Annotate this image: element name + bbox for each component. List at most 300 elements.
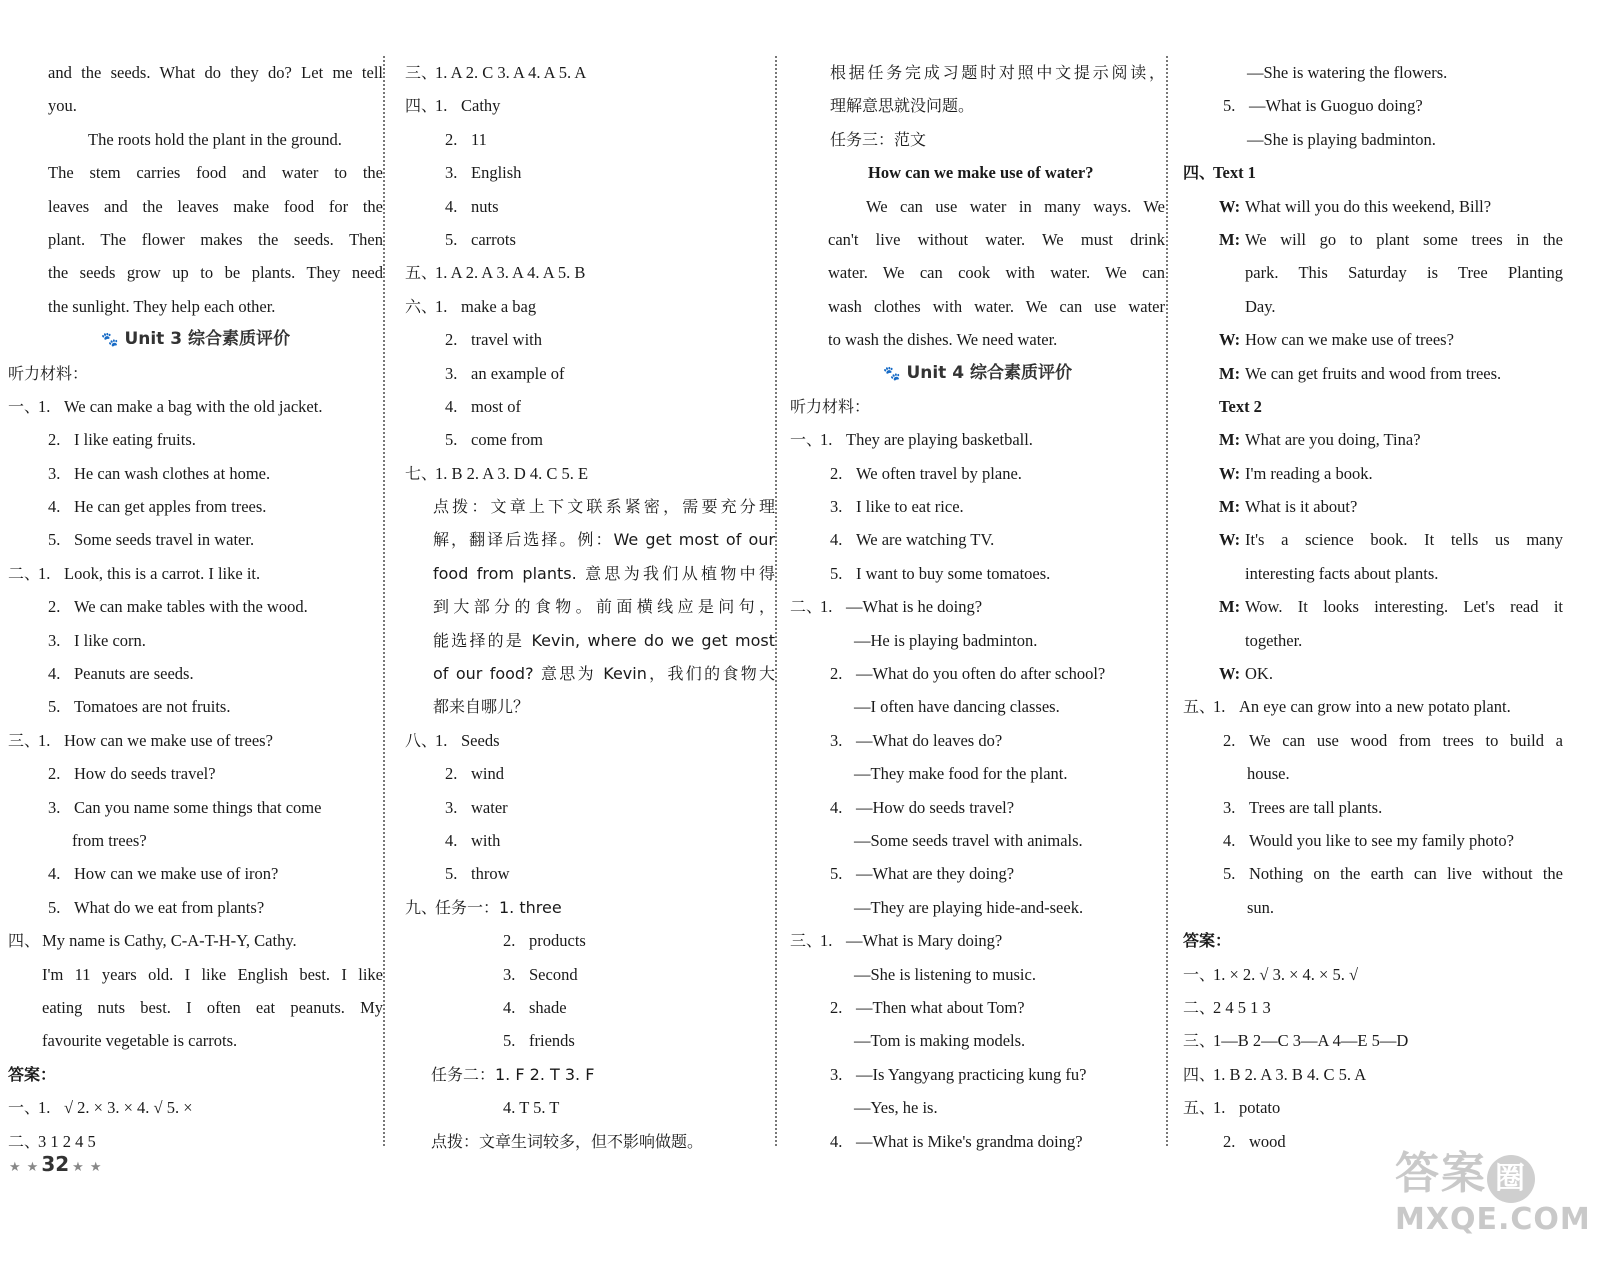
line-text: English <box>471 163 522 183</box>
line-text: 1. B 2. A 3. B 4. C 5. A <box>1213 1064 1367 1084</box>
line-text: The stem carries food and water to the <box>48 163 383 183</box>
line-text: potato <box>1239 1098 1281 1118</box>
item-number: 3. <box>830 1064 843 1084</box>
line-text: favourite vegetable is carrots. <box>42 1031 238 1051</box>
item-number: 3. <box>1223 797 1236 817</box>
line-text: 2 4 5 1 3 <box>1213 997 1271 1017</box>
line-text: An eye can grow into a new potato plant. <box>1239 697 1511 717</box>
line-text: Seeds <box>461 730 500 750</box>
line-text: wash clothes with water. We can use water <box>828 296 1165 316</box>
item-number: 1. <box>435 730 448 750</box>
line-text: Cathy <box>461 96 501 116</box>
text-line <box>790 190 1165 223</box>
line-text: The roots hold the plant in the ground. <box>88 129 342 149</box>
text-line <box>405 991 775 1024</box>
column-1 <box>8 56 383 1158</box>
item-number: 3. <box>48 630 61 650</box>
text-line <box>1183 757 1563 790</box>
text-line <box>1183 958 1563 991</box>
line-text: 1. B 2. A 3. D 4. C 5. E <box>435 463 589 483</box>
text-line <box>8 857 383 890</box>
text-line <box>8 1058 383 1091</box>
line-text: I like to eat rice. <box>856 497 964 517</box>
text-line <box>1183 523 1563 556</box>
text-line <box>8 757 383 790</box>
item-number: 3. <box>445 797 458 817</box>
speaker-label: M: <box>1219 597 1241 617</box>
text-line <box>8 1091 383 1124</box>
text-line <box>1183 690 1563 723</box>
text-line <box>405 323 775 356</box>
text-line <box>8 557 383 590</box>
line-text: water <box>471 797 508 817</box>
column-2 <box>405 56 775 1158</box>
text-line <box>8 123 383 156</box>
text-line <box>790 490 1165 523</box>
line-text: We can make tables with the wood. <box>74 597 308 617</box>
section-marker: 一、 <box>8 1098 41 1118</box>
item-number: 3. <box>445 163 458 183</box>
line-text: We are watching TV. <box>856 530 995 550</box>
section-marker: 三、 <box>8 730 41 750</box>
text-line <box>1183 590 1563 623</box>
section-marker: 六、 <box>405 296 438 316</box>
text-line <box>405 1058 775 1091</box>
text-line <box>790 1024 1165 1057</box>
item-number: 4. <box>445 196 458 216</box>
text-line <box>8 624 383 657</box>
text-line <box>8 89 383 122</box>
text-line <box>405 56 775 89</box>
item-number: 3. <box>445 363 458 383</box>
line-text: 都来自哪儿？ <box>433 697 530 717</box>
star-icon: ★ <box>26 1160 39 1175</box>
text-line <box>1183 657 1563 690</box>
section-marker: 四、 <box>1183 1064 1216 1084</box>
text-line <box>1183 56 1563 89</box>
item-number: 4. <box>48 864 61 884</box>
line-text: What do we eat from plants? <box>74 897 265 917</box>
text-line <box>1183 156 1563 189</box>
line-text: —She is playing badminton. <box>1247 129 1436 149</box>
text-line <box>405 557 775 590</box>
line-text: an example of <box>471 363 565 383</box>
line-text: 1—B 2—C 3—A 4—E 5—D <box>1213 1031 1409 1051</box>
line-text: —What do leaves do? <box>856 730 1003 750</box>
line-text: How can we make use of iron? <box>74 864 279 884</box>
line-text: —They make food for the plant. <box>854 764 1068 784</box>
line-text: to wash the dishes. We need water. <box>828 330 1058 350</box>
line-text: I like corn. <box>74 630 146 650</box>
line-text: wind <box>471 764 504 784</box>
text-line <box>405 390 775 423</box>
line-text: We can use water in many ways. We <box>866 196 1165 216</box>
line-text: 答案： <box>1183 931 1232 951</box>
line-text: Peanuts are seeds. <box>74 664 194 684</box>
line-text: you. <box>48 96 77 116</box>
text-line <box>8 891 383 924</box>
line-text: How do seeds travel? <box>74 764 216 784</box>
text-line <box>405 1024 775 1057</box>
text-line <box>1183 557 1563 590</box>
line-text: —She is listening to music. <box>854 964 1036 984</box>
text-line <box>8 690 383 723</box>
item-number: 2. <box>503 931 516 951</box>
item-number: 4. <box>503 997 516 1017</box>
text-line <box>1183 390 1563 423</box>
line-text: Can you name some things that come <box>74 797 322 817</box>
text-line <box>405 223 775 256</box>
text-line <box>8 590 383 623</box>
item-number: 4. <box>830 797 843 817</box>
text-line <box>8 290 383 323</box>
item-number: 1. <box>820 931 833 951</box>
line-text: water. We can cook with water. We can <box>828 263 1165 283</box>
item-number: 4. <box>830 1131 843 1151</box>
text-line <box>790 56 1165 89</box>
text-line <box>790 724 1165 757</box>
item-number: 2. <box>830 664 843 684</box>
line-text: 点拨：文章上下文联系紧密，需要充分理 <box>433 497 775 517</box>
text-line <box>1183 991 1563 1024</box>
section-marker: 五、 <box>405 263 438 283</box>
line-text: 听力材料： <box>8 363 89 383</box>
line-text: My name is Cathy, C-A-T-H-Y, Cathy. <box>38 931 297 951</box>
text-line <box>790 891 1165 924</box>
text-line <box>405 156 775 189</box>
line-text: What are you doing, Tina? <box>1245 430 1421 450</box>
line-text: travel with <box>471 330 543 350</box>
text-line <box>790 924 1165 957</box>
line-text: I want to buy some tomatoes. <box>856 563 1051 583</box>
speaker-label: M: <box>1219 363 1241 383</box>
item-number: 2. <box>48 430 61 450</box>
item-number: 3. <box>48 797 61 817</box>
line-text: Some seeds travel in water. <box>74 530 255 550</box>
text-line <box>405 924 775 957</box>
text-line <box>8 490 383 523</box>
line-text: √ 2. × 3. × 4. √ 5. × <box>64 1098 193 1118</box>
line-text: —Then what about Tom? <box>856 997 1025 1017</box>
item-number: 5. <box>1223 96 1236 116</box>
line-text: can't live without water. We must drink <box>828 229 1165 249</box>
column-divider <box>775 56 777 1146</box>
line-text: 根据任务完成习题时对照中文提示阅读， <box>830 63 1165 82</box>
item-number: 2. <box>1223 730 1236 750</box>
text-line <box>8 357 383 390</box>
section-marker: 四、 <box>405 96 438 116</box>
line-text: Day. <box>1245 296 1276 316</box>
line-text: 1. × 2. √ 3. × 4. × 5. √ <box>1213 964 1359 984</box>
line-text: throw <box>471 864 510 884</box>
line-text: —What is Guoguo doing? <box>1249 96 1423 116</box>
item-number: 4. <box>48 497 61 517</box>
text-line <box>8 423 383 456</box>
text-line <box>405 657 775 690</box>
item-number: 5. <box>1223 864 1236 884</box>
text-line <box>1183 924 1563 957</box>
line-text: 理解意思就没问题。 <box>830 96 975 116</box>
line-text: Unit 4 综合素质评价 <box>906 362 1072 383</box>
line-text: —She is watering the flowers. <box>1247 63 1448 82</box>
speaker-label: W: <box>1219 463 1241 483</box>
item-number: 5. <box>445 430 458 450</box>
text-line <box>790 256 1165 289</box>
text-line <box>8 457 383 490</box>
text-line <box>8 523 383 556</box>
watermark-circle-icon: 圈 <box>1487 1155 1535 1203</box>
line-text: the seeds grow up to be plants. They need <box>48 263 383 283</box>
text-line <box>405 590 775 623</box>
line-text: We often travel by plane. <box>856 463 1022 483</box>
item-number: 4. <box>1223 830 1236 850</box>
text-line <box>405 624 775 657</box>
text-line <box>405 958 775 991</box>
section-marker: 二、 <box>8 1131 41 1151</box>
text-line <box>8 724 383 757</box>
speaker-label: W: <box>1219 664 1241 684</box>
line-text: leaves and the leaves make food for the <box>48 196 383 216</box>
text-line <box>1183 290 1563 323</box>
item-number: 1. <box>1213 1098 1226 1118</box>
section-marker: 一、 <box>1183 964 1216 984</box>
text-line <box>8 190 383 223</box>
text-line <box>790 1125 1165 1158</box>
line-text: Would you like to see my family photo? <box>1249 830 1514 850</box>
line-text: OK. <box>1245 664 1273 684</box>
text-line <box>8 390 383 423</box>
text-line <box>405 791 775 824</box>
line-text: from trees? <box>72 830 147 850</box>
line-text: We will go to plant some trees in the <box>1245 229 1563 249</box>
line-text: 3 1 2 4 5 <box>38 1131 96 1151</box>
line-text: products <box>529 931 586 951</box>
text-line <box>1183 1024 1563 1057</box>
text-line <box>790 624 1165 657</box>
line-text: make a bag <box>461 296 537 316</box>
unit-heading <box>8 323 383 356</box>
column-3 <box>790 56 1165 1158</box>
text-line <box>8 1024 383 1057</box>
speaker-label: W: <box>1219 330 1241 350</box>
text-line <box>405 1091 775 1124</box>
text-line <box>790 290 1165 323</box>
line-text: How can we make use of trees? <box>1245 330 1454 350</box>
line-text: —Is Yangyang practicing kung fu? <box>856 1064 1087 1084</box>
line-text: 答案： <box>8 1064 57 1084</box>
line-text: of our food? 意思为 Kevin，我们的食物大 <box>433 664 775 684</box>
line-text: Text 2 <box>1219 396 1262 416</box>
line-text: How can we make use of water? <box>868 163 1094 183</box>
text-line <box>1183 791 1563 824</box>
line-text: eating nuts best. I often eat peanuts. My <box>42 997 383 1017</box>
unit-heading <box>790 357 1165 390</box>
line-text: 到大部分的食物。前面横线应是问句， <box>433 597 775 617</box>
line-text: —What is Mary doing? <box>846 931 1003 951</box>
line-text: We can use wood from trees to build a <box>1249 730 1563 750</box>
text-line <box>790 1058 1165 1091</box>
text-line <box>405 357 775 390</box>
line-text: 1. A 2. C 3. A 4. A 5. A <box>435 63 587 82</box>
text-line <box>790 423 1165 456</box>
text-line <box>790 557 1165 590</box>
section-marker: 一、 <box>8 396 41 416</box>
line-text: —I often have dancing classes. <box>854 697 1060 717</box>
line-text: Trees are tall plants. <box>1249 797 1383 817</box>
text-line <box>8 991 383 1024</box>
item-number: 2. <box>445 330 458 350</box>
text-line <box>1183 857 1563 890</box>
speaker-label: W: <box>1219 196 1241 216</box>
item-number: 5. <box>48 897 61 917</box>
section-marker: 三、 <box>405 63 438 82</box>
text-line <box>405 423 775 456</box>
item-number: 1. <box>38 396 51 416</box>
item-number: 5. <box>503 1031 516 1051</box>
column-divider <box>383 56 385 1146</box>
line-text: —How do seeds travel? <box>856 797 1015 817</box>
text-line <box>8 256 383 289</box>
section-marker: 二、 <box>8 563 41 583</box>
text-line <box>1183 423 1563 456</box>
line-text: —Yes, he is. <box>854 1098 938 1118</box>
line-text: —They are playing hide-and-seek. <box>854 897 1084 917</box>
text-line <box>1183 357 1563 390</box>
item-number: 1. <box>820 597 833 617</box>
section-marker: 三、 <box>1183 1031 1216 1051</box>
line-text: Look, this is a carrot. I like it. <box>64 563 261 583</box>
line-text: together. <box>1245 630 1303 650</box>
item-number: 1. <box>1213 697 1226 717</box>
line-text: wood <box>1249 1131 1286 1151</box>
line-text: nuts <box>471 196 499 216</box>
text-line <box>1183 1058 1563 1091</box>
section-marker: 三、 <box>790 931 823 951</box>
text-line <box>1183 824 1563 857</box>
item-number: 4. <box>48 664 61 684</box>
watermark-logo <box>1395 1146 1595 1256</box>
section-marker: 一、 <box>790 430 823 450</box>
item-number: 3. <box>830 730 843 750</box>
star-icon: ★ <box>72 1160 84 1175</box>
line-text: 任务一：1. three <box>435 897 562 917</box>
line-text: 任务三：范文 <box>830 129 927 149</box>
line-text: —He is playing badminton. <box>854 630 1038 650</box>
text-line <box>1183 223 1563 256</box>
item-number: 2. <box>830 997 843 1017</box>
text-line <box>405 857 775 890</box>
watermark-url: MXQE.COM <box>1395 1202 1591 1237</box>
text-line <box>1183 190 1563 223</box>
line-text: interesting facts about plants. <box>1245 563 1439 583</box>
text-line <box>790 690 1165 723</box>
star-icon: ★ <box>89 1160 102 1175</box>
text-line <box>405 123 775 156</box>
watermark-main-text: 答案 <box>1395 1148 1487 1199</box>
text-line <box>8 924 383 957</box>
item-number: 5. <box>445 229 458 249</box>
text-line <box>405 724 775 757</box>
item-number: 4. <box>445 830 458 850</box>
item-number: 5. <box>445 864 458 884</box>
text-line <box>8 223 383 256</box>
section-marker: 八、 <box>405 730 438 750</box>
paw-icon: 🐾 <box>883 365 901 382</box>
line-text: —What do you often do after school? <box>856 664 1106 684</box>
line-text: We can make a bag with the old jacket. <box>64 396 323 416</box>
item-number: 1. <box>820 430 833 450</box>
line-text: —Some seeds travel with animals. <box>854 830 1083 850</box>
line-text: 解，翻译后选择。例：We get most of our <box>433 530 775 550</box>
text-line <box>1183 1091 1563 1124</box>
item-number: 2. <box>1223 1131 1236 1151</box>
text-line <box>405 290 775 323</box>
star-icon: ★ <box>9 1160 21 1175</box>
text-line <box>8 791 383 824</box>
text-line <box>405 490 775 523</box>
item-number: 4. <box>445 396 458 416</box>
text-line <box>1183 123 1563 156</box>
text-line <box>8 657 383 690</box>
text-line <box>8 958 383 991</box>
section-marker: 四、 <box>8 931 41 951</box>
speaker-label: M: <box>1219 497 1241 517</box>
text-line <box>1183 256 1563 289</box>
text-line <box>1183 89 1563 122</box>
text-line <box>8 156 383 189</box>
column-4 <box>1183 56 1563 1158</box>
text-line <box>405 89 775 122</box>
item-number: 2. <box>445 764 458 784</box>
line-text: He can wash clothes at home. <box>74 463 271 483</box>
speaker-label: M: <box>1219 430 1241 450</box>
text-line <box>1183 891 1563 924</box>
item-number: 1. <box>435 296 448 316</box>
text-line <box>1183 323 1563 356</box>
line-text: It's a science book. It tells us many <box>1245 530 1563 550</box>
text-line <box>790 156 1165 189</box>
line-text: 能选择的是 Kevin, where do we get most <box>433 630 775 650</box>
item-number: 1. <box>435 96 448 116</box>
section-marker: 二、 <box>1183 997 1216 1017</box>
line-text: Tomatoes are not fruits. <box>74 697 231 717</box>
line-text: I like eating fruits. <box>74 430 196 450</box>
section-marker: 九、 <box>405 897 438 917</box>
item-number: 5. <box>830 864 843 884</box>
line-text: I'm 11 years old. I like English best. I like <box>42 964 383 984</box>
line-text: What is it about? <box>1245 497 1358 517</box>
line-text: —What is he doing? <box>846 597 983 617</box>
section-marker: 七、 <box>405 463 438 483</box>
line-text: —Tom is making models. <box>854 1031 1026 1051</box>
line-text: 点拨：文章生词较多，但不影响做题。 <box>431 1131 704 1151</box>
text-line <box>790 590 1165 623</box>
line-text: 听力材料： <box>790 396 871 416</box>
item-number: 4. <box>830 530 843 550</box>
line-text: Nothing on the earth can live without the <box>1249 864 1563 884</box>
text-line <box>790 457 1165 490</box>
section-marker: 四、 <box>1183 163 1216 183</box>
text-line <box>790 390 1165 423</box>
line-text: We can get fruits and wood from trees. <box>1245 363 1502 383</box>
line-text: Wow. It looks interesting. Let's read it <box>1245 597 1563 617</box>
text-line <box>790 857 1165 890</box>
section-marker: 五、 <box>1183 697 1216 717</box>
line-text: 4. T 5. T <box>503 1098 560 1118</box>
text-line <box>1183 724 1563 757</box>
line-text: the sunlight. They help each other. <box>48 296 276 316</box>
item-number: 2. <box>830 463 843 483</box>
